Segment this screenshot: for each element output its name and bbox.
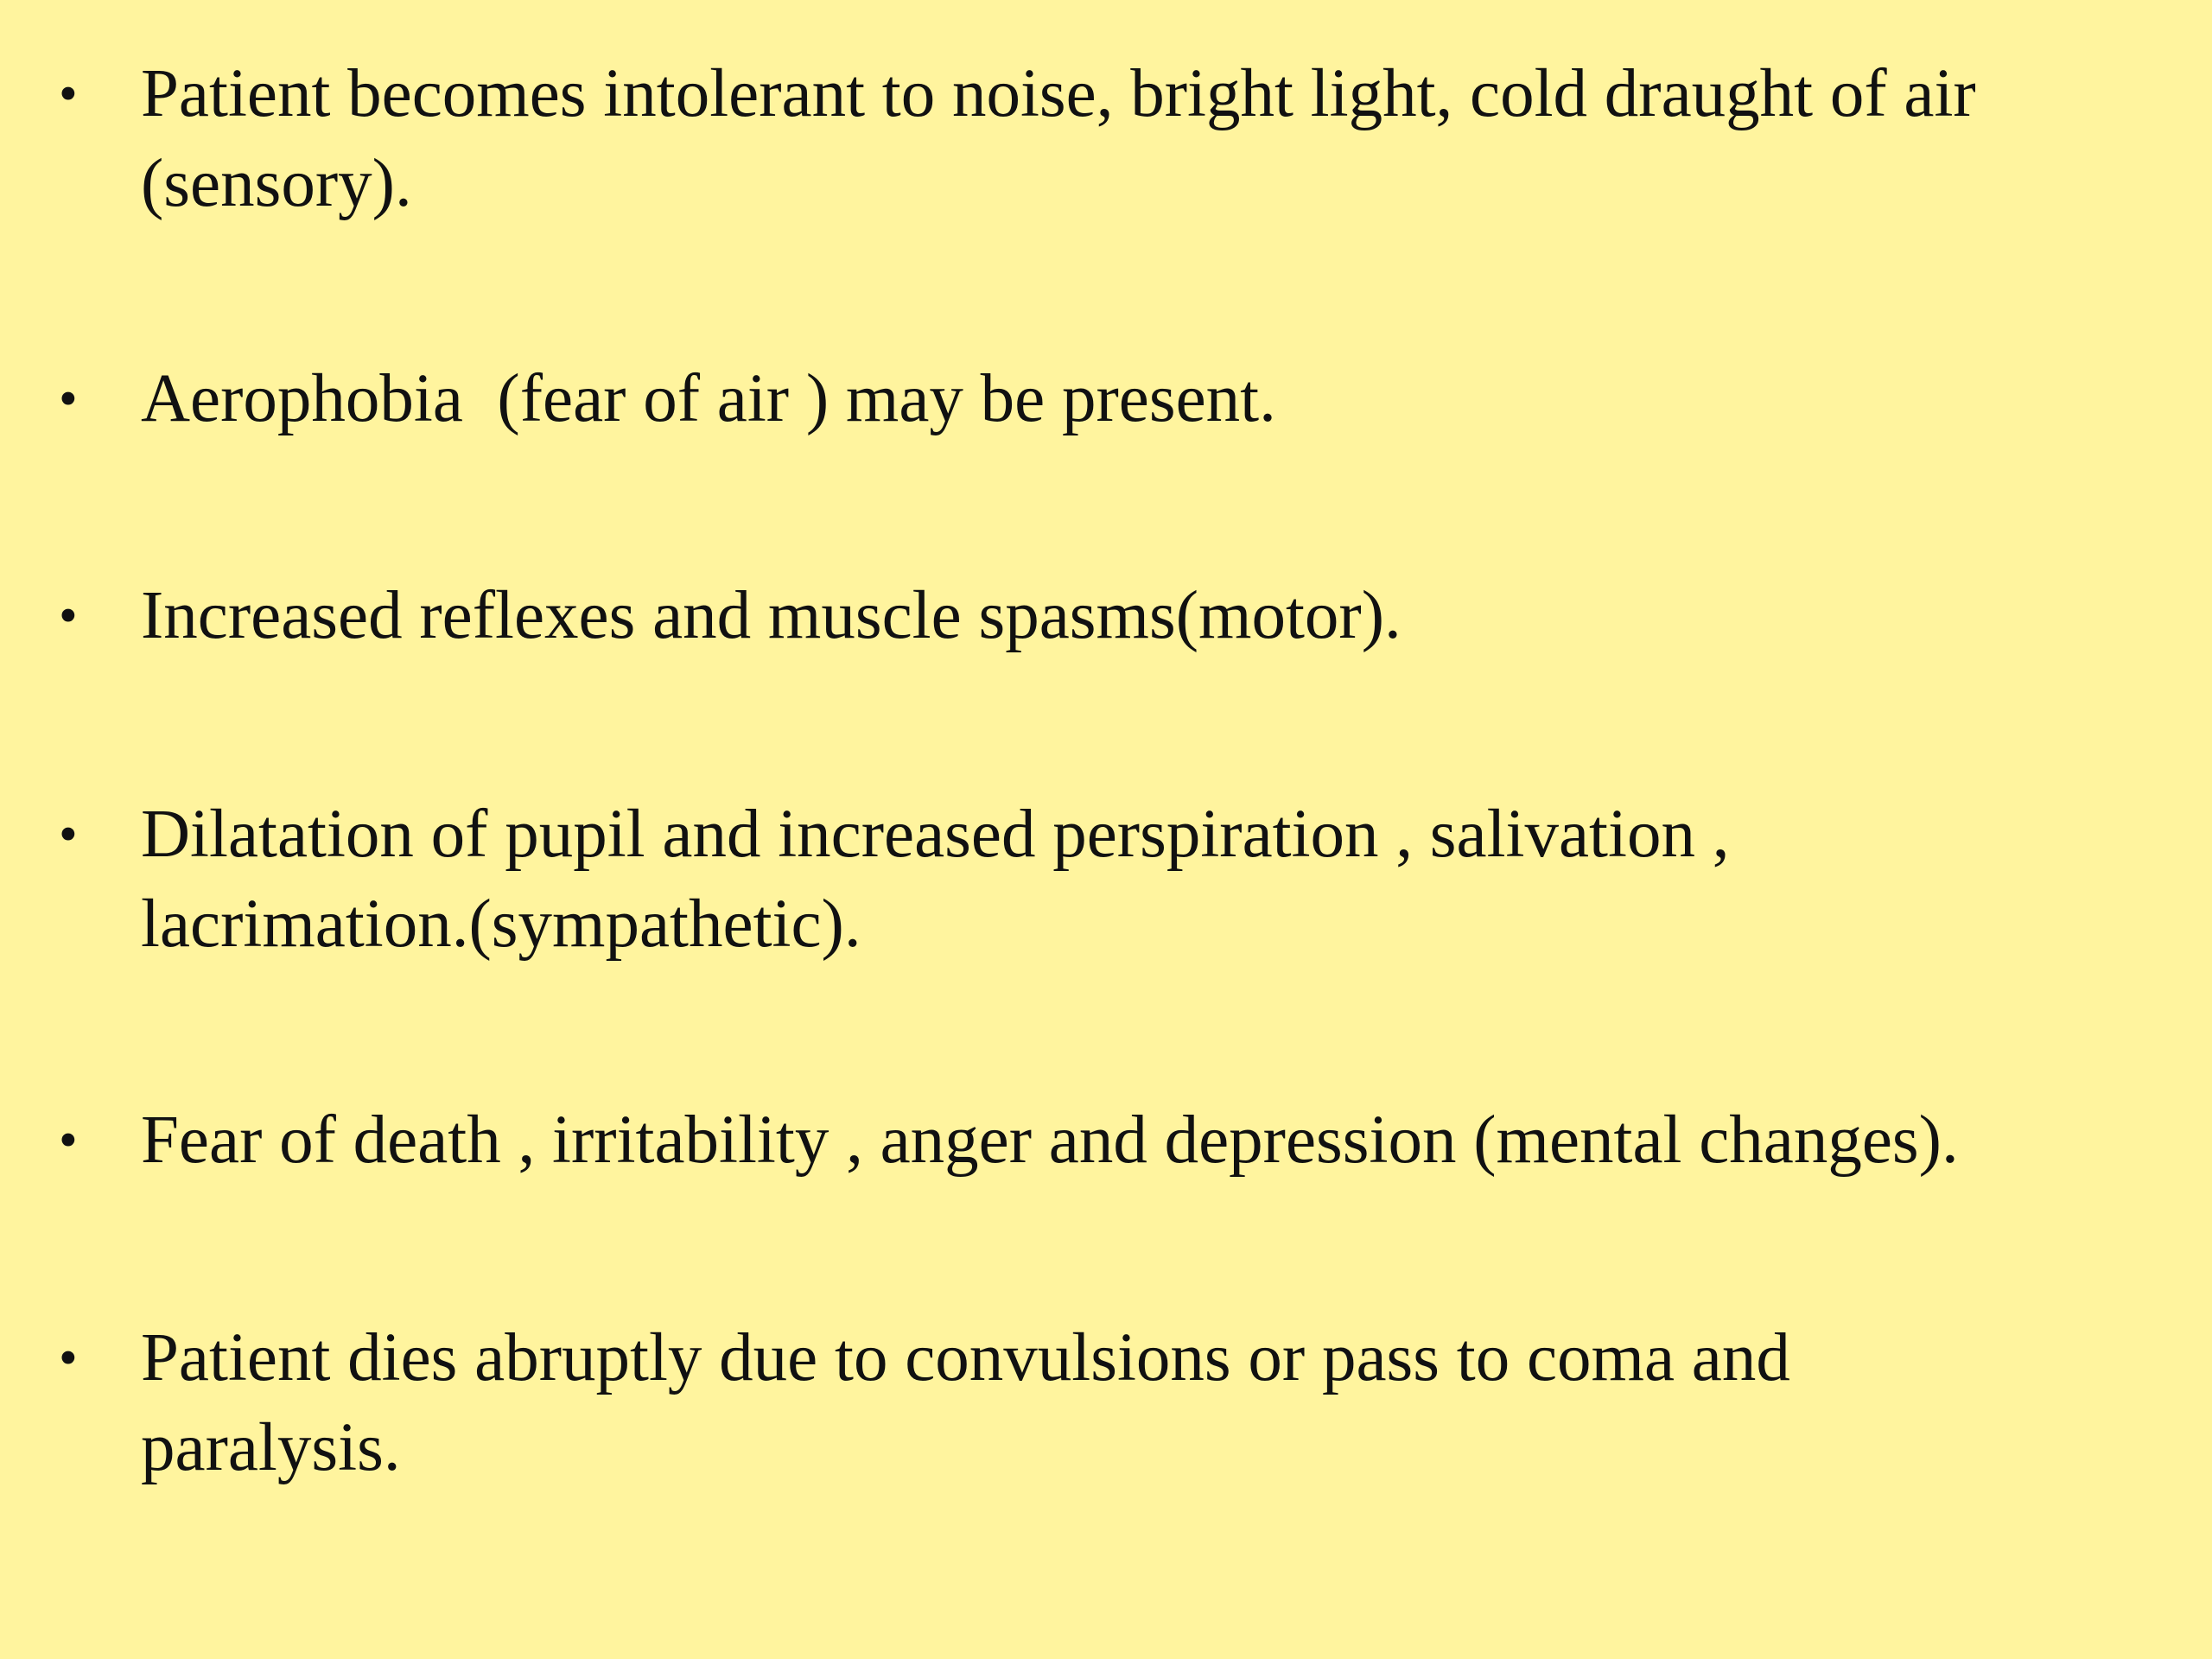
bullet-text [141, 1313, 2163, 1493]
bullet-marker: • [59, 587, 78, 645]
bullet-text [141, 354, 2163, 444]
bullet-marker: • [59, 1111, 78, 1170]
bullet-line: Dilatation of pupil and increased perspiration , salivation , [141, 797, 1730, 872]
bullet-text [141, 1096, 2163, 1185]
bullet-text [141, 790, 2163, 969]
bullet-text [141, 49, 2163, 229]
bullet-text [141, 571, 2163, 661]
bullet-line: Increased reflexes and muscle spasms(motor). [141, 578, 1402, 653]
bullet-line: Patient dies abruptly due to convulsions or pass to coma and [141, 1320, 1790, 1395]
bullet-marker: • [59, 65, 78, 124]
bullet-line: paralysis. [141, 1410, 401, 1485]
bullet-line: Aerophobia (fear of air ) may be present. [141, 361, 1276, 436]
bullet-line: lacrimation.(sympathetic). [141, 887, 861, 962]
bullet-marker: • [59, 1329, 78, 1388]
bullet-line: Patient becomes intolerant to noise, bright light, cold draught of air [141, 56, 1976, 131]
bullet-line: Fear of death , irritability , anger and depression (mental changes). [141, 1103, 1959, 1178]
bullet-line: (sensory). [141, 146, 412, 221]
bullet-marker: • [59, 370, 78, 429]
bullet-marker: • [59, 805, 78, 864]
